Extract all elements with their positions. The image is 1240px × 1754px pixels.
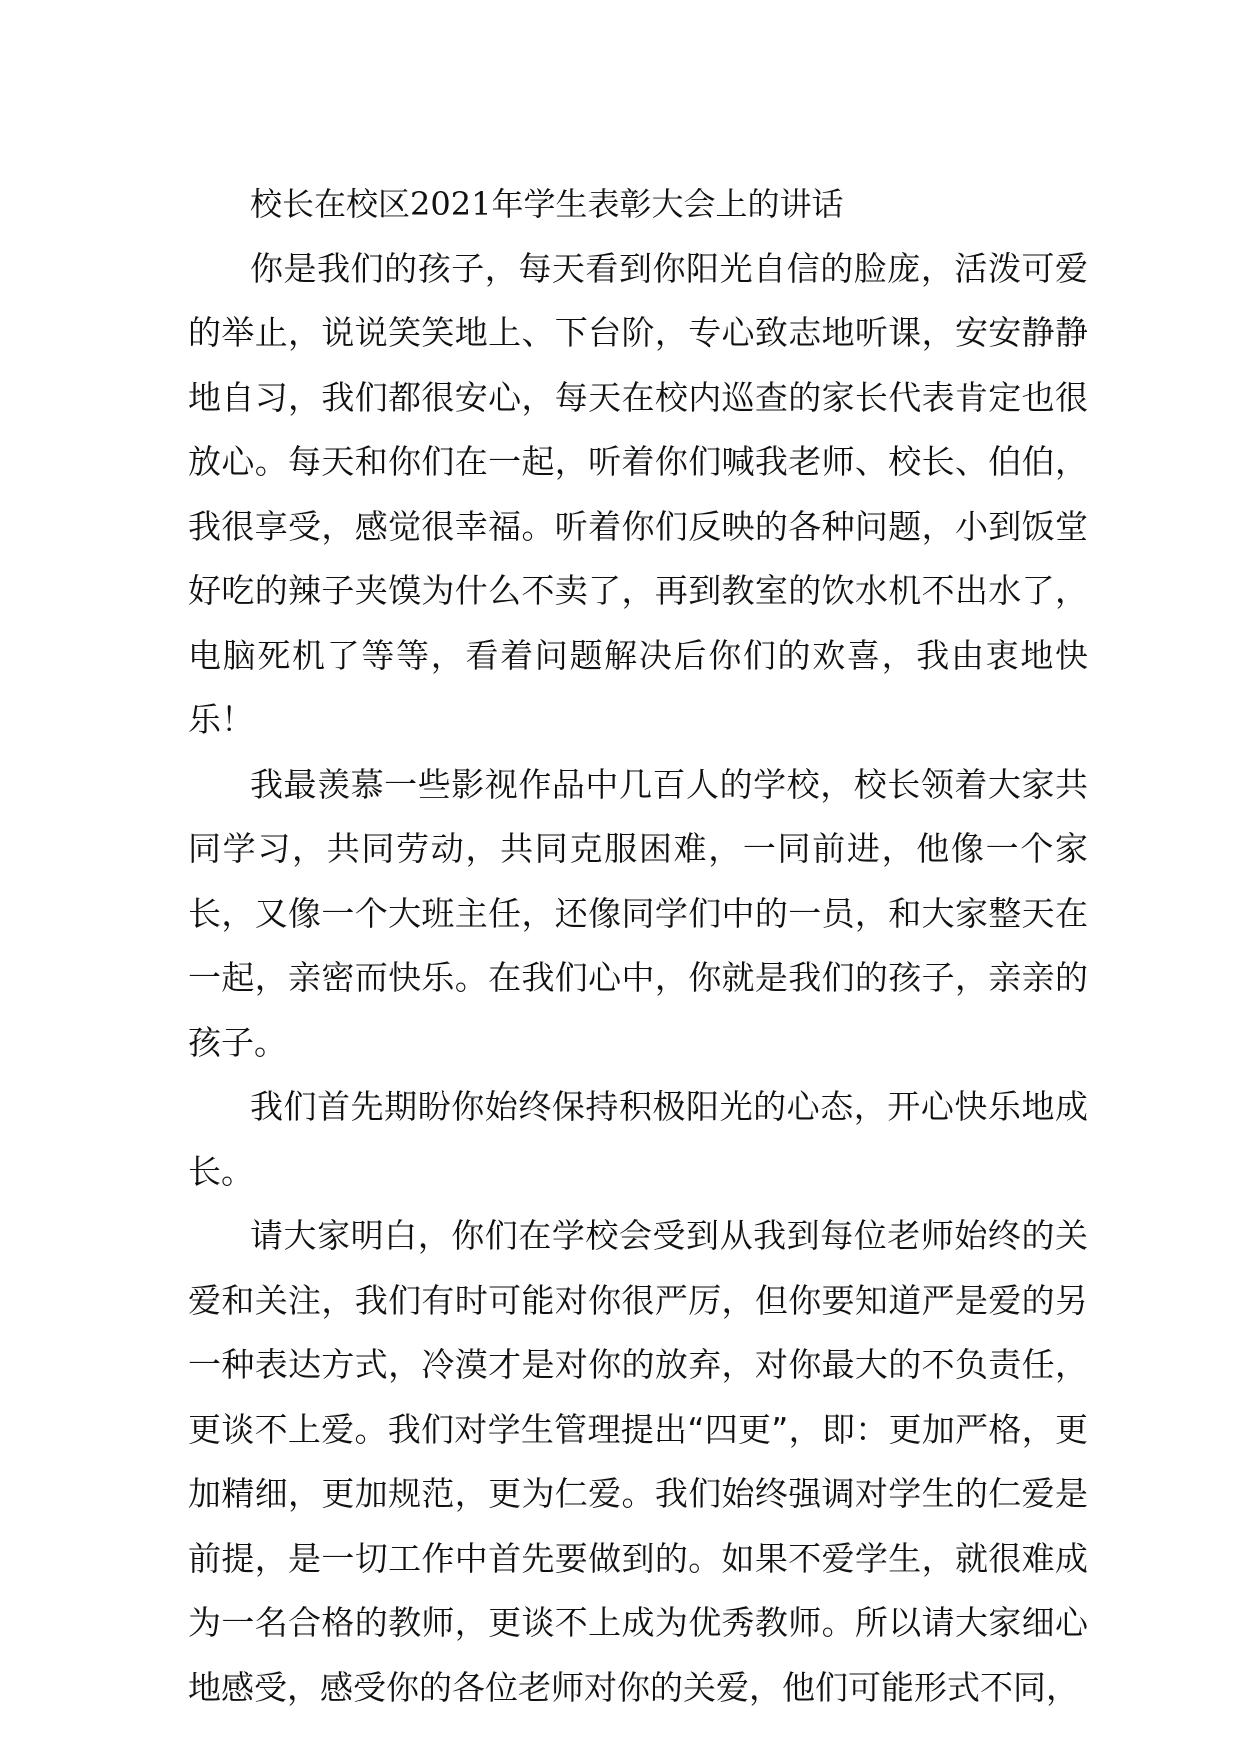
paragraph: 我最羡慕一些影视作品中几百人的学校，校长领着大家共同学习，共同劳动，共同克服困难，一同前进，他像一个家长，又像一个大班主任，还像同学们中的一员，和大家整天在一起，亲密而快乐。在我们心中，你就是我们的孩子，亲亲的孩子。 [188,764,1088,1062]
paragraph: 你是我们的孩子，每天看到你阳光自信的脸庞，活泼可爱的举止，说说笑笑地上、下台阶，专心致志地听课，安安静静地自习，我们都很安心，每天在校内巡查的家长代表肯定也很放心。每天和你们在一起，听着你们喊我老师、校长、伯伯，我很享受，感觉很幸福。听着你们反映的各种问题，小到饭堂好吃的辣子夹馍为什么不卖了，再到教室的饮水机不出水了，电脑死机了等等，看着问题解决后你们的欢喜，我由衷地快乐！ [188,248,1088,739]
paragraph: 我们首先期盼你始终保持积极阳光的心态，开心快乐地成长。 [188,1087,1088,1191]
document-title: 校长在校区2021年学生表彰大会上的讲话 [250,185,844,223]
paragraph: 请大家明白，你们在学校会受到从我到每位老师始终的关爱和关注，我们有时可能对你很严厉，但你要知道严是爱的另一种表达方式，冷漠才是对你的放弃，对你最大的不负责任，更谈不上爱。我们对学生管理提出“四更”，即：更加严格，更加精细，更加规范，更为仁爱。我们始终强调对学生的仁爱是前提，是一切工作中首先要做到的。如果不爱学生，就很难成为一名合格的教师，更谈不上成为优秀教师。所以请大家细心地感受，感受你的各位老师对你的关爱，他们可能形式不同， [188,1216,1088,1707]
document-body [188,172,1088,1720]
